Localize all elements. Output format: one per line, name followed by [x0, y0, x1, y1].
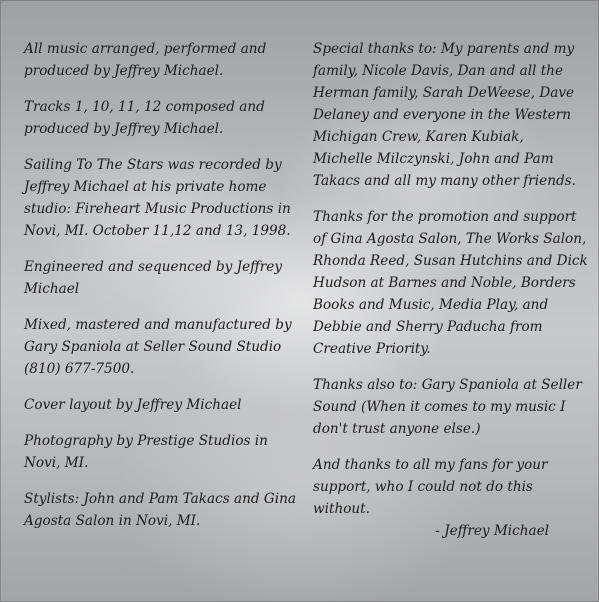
thanks-right-column: [313, 38, 588, 556]
text-line: family, Nicole Davis, Dan and all the: [313, 63, 563, 79]
signature-text: - Jeffrey Michael: [435, 523, 549, 539]
text-line: Jeffrey Michael at his private home: [24, 179, 267, 195]
promotion-thanks: [313, 206, 588, 360]
text-line: Delaney and everyone in the Western: [313, 107, 571, 123]
credit-arranged: [24, 38, 294, 82]
credit-mixed: [24, 314, 294, 380]
text-line: Gary Spaniola at Seller Sound Studio: [24, 339, 282, 355]
text-line: Novi, MI. October 11,12 and 13, 1998.: [24, 223, 291, 239]
text-line: Novi, MI.: [24, 455, 89, 471]
text-line: support, who I could not do this: [313, 479, 533, 495]
credit-recorded: [24, 154, 294, 242]
text-line: Mixed, mastered and manufactured by: [24, 317, 292, 333]
text-line: Thanks for the promotion and support: [313, 209, 577, 225]
text-line: Hudson at Barnes and Noble, Borders: [313, 275, 576, 291]
text-line: Sailing To The Stars was recorded by: [24, 157, 282, 173]
signature: [313, 520, 575, 542]
text-line: Cover layout by Jeffrey Michael: [24, 397, 242, 413]
credit-cover-layout: [24, 394, 294, 416]
text-line: Photography by Prestige Studios in: [24, 433, 268, 449]
fans-thanks: [313, 454, 575, 520]
studio-thanks: [313, 374, 582, 440]
credits-left-column: [24, 38, 294, 546]
text-line: And thanks to all my fans for your: [313, 457, 548, 473]
special-thanks: [313, 38, 575, 192]
text-line: Special thanks to: My parents and my: [313, 41, 575, 57]
text-line: Michael: [24, 281, 80, 297]
text-line: don't trust anyone else.): [313, 421, 481, 437]
text-line: Michigan Crew, Karen Kubiak,: [313, 129, 524, 145]
text-line: Stylists: John and Pam Takacs and Gina: [24, 491, 296, 507]
credit-stylists: [24, 488, 294, 532]
text-line: Rhonda Reed, Susan Hutchins and Dick: [313, 253, 588, 269]
text-line: produced by Jeffrey Michael.: [24, 121, 224, 137]
text-line: Books and Music, Media Play, and: [313, 297, 549, 313]
text-line: Sound (When it comes to my music I: [313, 399, 566, 415]
text-line: Debbie and Sherry Paducha from: [313, 319, 543, 335]
credit-photography: [24, 430, 294, 474]
text-line: without.: [313, 501, 370, 517]
text-line: Herman family, Sarah DeWeese, Dave: [313, 85, 575, 101]
text-line: studio: Fireheart Music Productions in: [24, 201, 291, 217]
text-line: produced by Jeffrey Michael.: [24, 63, 224, 79]
text-line: Thanks also to: Gary Spaniola at Seller: [313, 377, 582, 393]
text-line: Tracks 1, 10, 11, 12 composed and: [24, 99, 265, 115]
text-line: Creative Priority.: [313, 341, 431, 357]
text-line: All music arranged, performed and: [24, 41, 267, 57]
text-line: Engineered and sequenced by Jeffrey: [24, 259, 283, 275]
text-line: Takacs and all my many other friends.: [313, 173, 576, 189]
text-line: Agosta Salon in Novi, MI.: [24, 513, 201, 529]
credit-engineered: [24, 256, 294, 300]
text-line: (810) 677-7500.: [24, 361, 135, 377]
text-line: of Gina Agosta Salon, The Works Salon,: [313, 231, 587, 247]
text-line: Michelle Milczynski, John and Pam: [313, 151, 554, 167]
credit-composed: [24, 96, 294, 140]
